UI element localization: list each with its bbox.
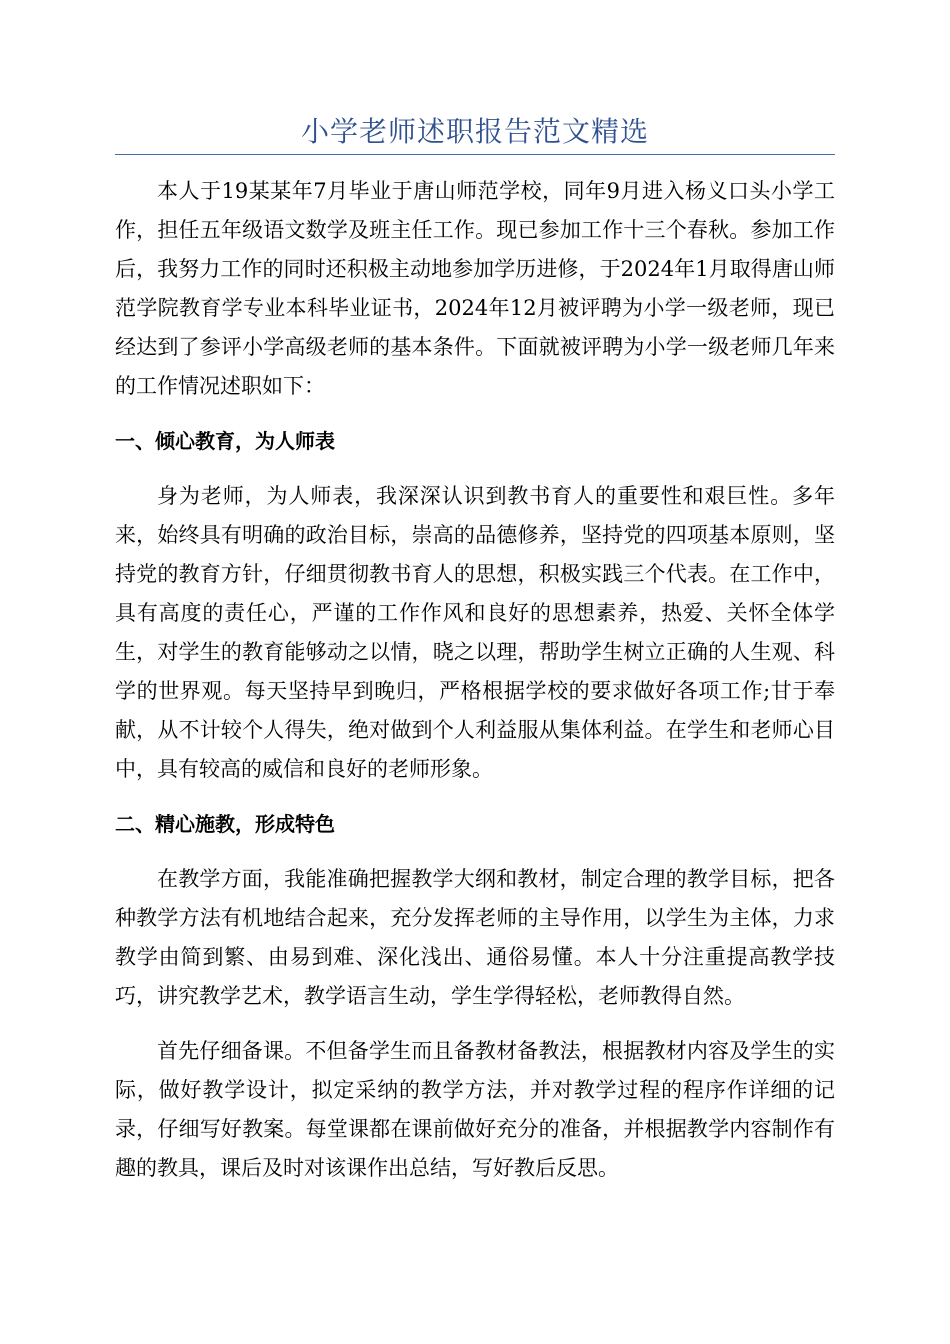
intro-paragraph: 本人于19某某年7月毕业于唐山师范学校，同年9月进入杨义口头小学工作，担任五年级语文数学及班主任工作。现已参加工作十三个春秋。参加工作后，我努力工作的同时还积极主动地参加学历进修，于2024年1月取得唐山师范学院教育学专业本科毕业证书，2024年12月被评聘为小学一级老师，现已经达到了参评小学高级老师的基本条件。下面就被评聘为小学一级老师几年来的工作情况述职如下： xyxy=(115,179,835,398)
document-title: 小学老师述职报告范文精选 xyxy=(300,115,649,148)
title-underline xyxy=(115,154,835,155)
section-heading-2: 二、精心施教，形成特色 xyxy=(115,812,335,836)
document-body xyxy=(115,172,835,1204)
section-1-paragraph-1: 身为老师，为人师表，我深深认识到教书育人的重要性和艰巨性。多年来，始终具有明确的政治目标，崇高的品德修养，坚持党的四项基本原则，坚持党的教育方针，仔细贯彻教书育人的思想，积极实践三个代表。在工作中，具有高度的责任心，严谨的工作作风和良好的思想素养，热爱、关怀全体学生，对学生的教育能够动之以情，晓之以理，帮助学生树立正确的人生观、科学的世界观。每天坚持早到晚归，严格根据学校的要求做好各项工作;甘于奉献，从不计较个人得失，绝对做到个人利益服从集体利益。在学生和老师心目中，具有较高的威信和良好的老师形象。 xyxy=(115,484,835,781)
section-2-paragraph-2: 首先仔细备课。不但备学生而且备教材备教法，根据教材内容及学生的实际，做好教学设计，拟定采纳的教学方法，并对教学过程的程序作详细的记录，仔细写好教案。每堂课都在课前做好充分的准备，并根据教学内容制作有趣的教具，课后及时对该课作出总结，写好教后反思。 xyxy=(115,1039,835,1180)
section-2-paragraph-1: 在教学方面，我能准确把握教学大纲和教材，制定合理的教学目标，把各种教学方法有机地结合起来，充分发挥老师的主导作用，以学生为主体，力求教学由简到繁、由易到难、深化浅出、通俗易懂。本人十分注重提高教学技巧，讲究教学艺术，教学语言生动，学生学得轻松，老师教得自然。 xyxy=(115,867,835,1008)
section-heading-1: 一、倾心教育，为人师表 xyxy=(115,429,335,453)
